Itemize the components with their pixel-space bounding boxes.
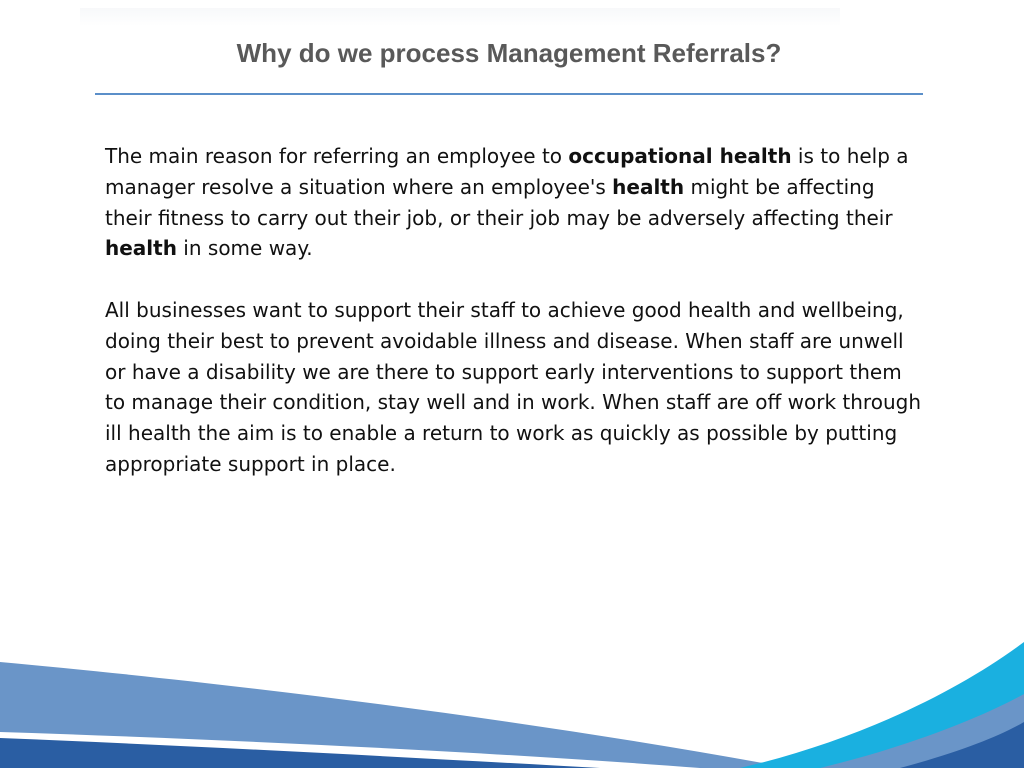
bold-term-health: health [105, 236, 177, 261]
paragraph-1-text: The main reason for referring an employee to [105, 144, 569, 168]
title-divider [95, 93, 923, 95]
paragraph-2: All businesses want to support their staff to achieve good health and wellbeing, doing their best to prevent avoidable illness and disease. When staff are unwell or have a disability we are there to support early interventions to support them to manage their condition, stay well and in work. When staff are off work through ill health the aim is to enable a return to work as quickly as possible by putting appropriate support in place. [105, 297, 921, 476]
paragraph-1 [105, 141, 925, 264]
slide-title: Why do we process Management Referrals? [236, 38, 782, 68]
footer-wave-decoration [0, 620, 1024, 768]
bold-term-health: health [612, 174, 685, 199]
paragraph-1-text: is to help a manager resolve a situation where an employee's [105, 144, 909, 199]
paragraph-1-text: in some way. [176, 236, 313, 261]
bold-term-occupational-health: occupational health [568, 144, 792, 168]
header-shade [80, 8, 840, 26]
paragraph-1-text: might be affecting their fitness to carry out their job, or their job may be adversely affecting their [105, 174, 893, 230]
slide-body [105, 141, 925, 511]
